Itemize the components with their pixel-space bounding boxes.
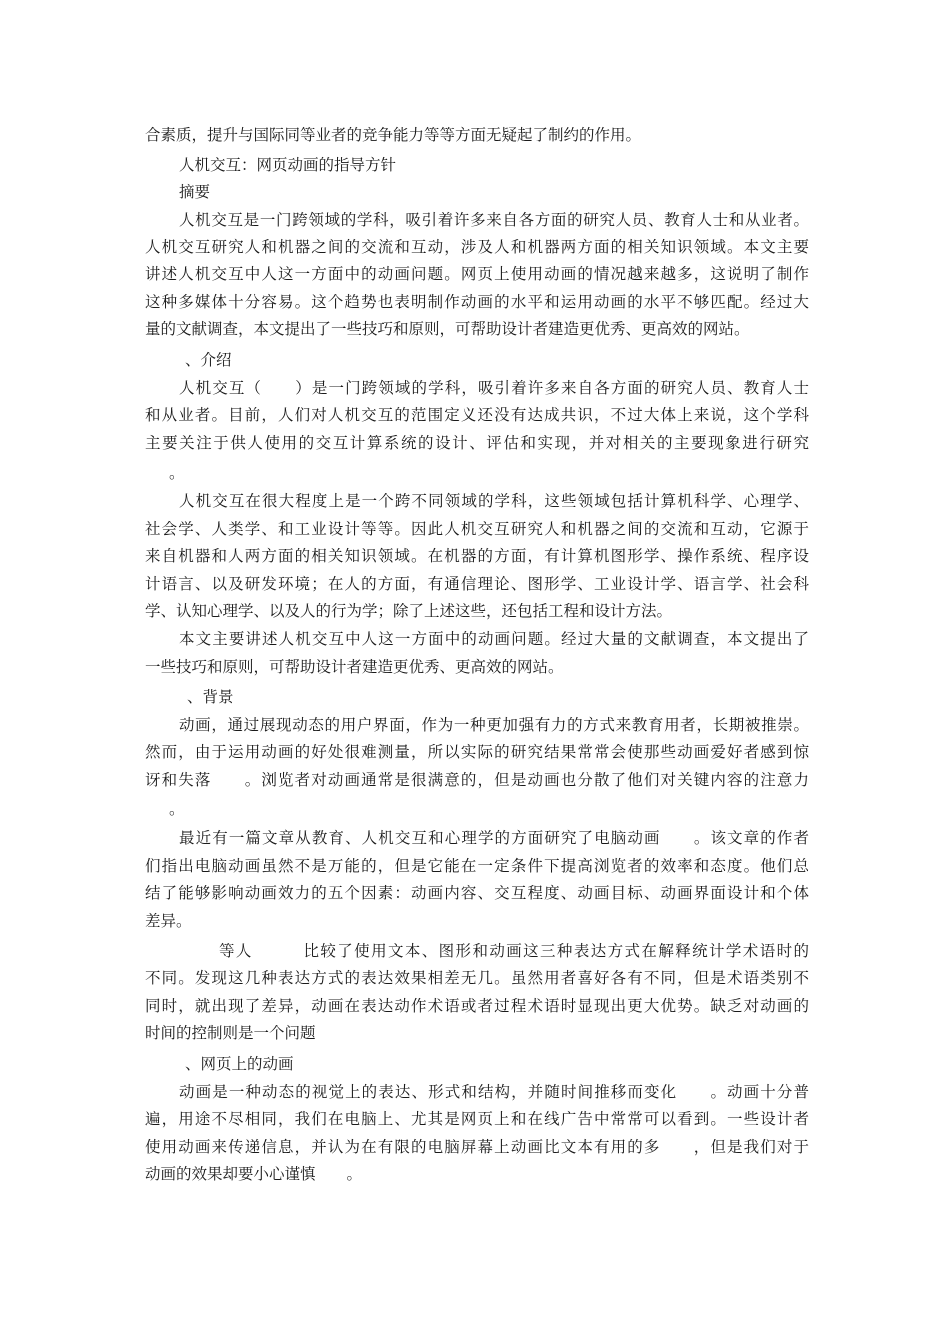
text-line: 社会学、人类学、和工业设计等等。因此人机交互研究人和机器之间的交流和互动，它源于 bbox=[145, 520, 809, 538]
text-line: 和从业者。目前，人们对人机交互的范围定义还没有达成共识，不过大体上来说，这个学科 bbox=[145, 406, 809, 424]
text-line: 本文主要讲述人机交互中人这一方面中的动画问题。经过大量的文献调查，本文提出了 bbox=[179, 630, 809, 648]
text-line: 合素质，提升与国际同等业者的竞争能力等等方面无疑起了制约的作用。 bbox=[145, 126, 642, 144]
text-line: 这种多媒体十分容易。这个趋势也表明制作动画的水平和运用动画的水平不够匹配。经过大 bbox=[145, 293, 809, 311]
text-line: 计语言、以及研发环境；在人的方面，有通信理论、图形学、工业设计学、语言学、社会科 bbox=[145, 575, 809, 593]
text-line: 。 bbox=[169, 800, 185, 818]
text-line: 动画是一种动态的视觉上的表达、形式和结构，并随时间推移而变化 。动画十分普 bbox=[179, 1083, 809, 1101]
text-line: 来自机器和人两方面的相关知识领域。在机器的方面，有计算机图形学、操作系统、程序设 bbox=[145, 547, 809, 565]
text-line: 人机交互在很大程度上是一个跨不同领域的学科，这些领域包括计算机科学、心理学、 bbox=[179, 492, 809, 510]
text-line: 最近有一篇文章从教育、人机交互和心理学的方面研究了电脑动画 。该文章的作者 bbox=[179, 829, 809, 847]
text-line: 一些技巧和原则，可帮助设计者建造更优秀、更高效的网站。 bbox=[145, 658, 564, 676]
heading-web-animation: 、网页上的动画 bbox=[185, 1055, 294, 1073]
text-line: 人机交互是一门跨领域的学科，吸引着许多来自各方面的研究人员、教育人士和从业者。 bbox=[179, 211, 809, 229]
heading-intro: 、介绍 bbox=[185, 351, 232, 369]
text-line: 等人 比较了使用文本、图形和动画这三种表达方式在解释统计学术语时的 bbox=[219, 942, 809, 960]
text-line: 动画，通过展现动态的用户界面，作为一种更加强有力的方式来教育用者，长期被推崇。 bbox=[179, 716, 809, 734]
text-line: 动画的效果却要小心谨慎 。 bbox=[145, 1165, 363, 1183]
text-line: 们指出电脑动画虽然不是万能的，但是它能在一定条件下提高浏览者的效率和态度。他们总 bbox=[145, 857, 809, 875]
text-line: 遍，用途不尽相同，我们在电脑上、尤其是网页上和在线广告中常常可以看到。一些设计者 bbox=[145, 1110, 809, 1128]
text-line: 差异。 bbox=[145, 912, 192, 930]
text-line: 主要关注于供人使用的交互计算系统的设计、评估和实现，并对相关的主要现象进行研究 bbox=[145, 434, 809, 452]
text-line: 。 bbox=[169, 464, 185, 482]
text-line: 讲述人机交互中人这一方面中的动画问题。网页上使用动画的情况越来越多，这说明了制作 bbox=[145, 265, 809, 283]
text-line: 时间的控制则是一个问题 bbox=[145, 1024, 316, 1042]
heading-abstract: 摘要 bbox=[179, 183, 211, 201]
text-line: 讶和失落 。浏览者对动画通常是很满意的，但是动画也分散了他们对关键内容的注意力 bbox=[145, 771, 809, 789]
text-line: 使用动画来传递信息，并认为在有限的电脑屏幕上动画比文本有用的多 ，但是我们对于 bbox=[145, 1138, 809, 1156]
text-line: 结了能够影响动画效力的五个因素：动画内容、交互程度、动画目标、动画界面设计和个体 bbox=[145, 884, 809, 902]
text-line: 然而，由于运用动画的好处很难测量，所以实际的研究结果常常会使那些动画爱好者感到惊 bbox=[145, 743, 809, 761]
text-line: 人机交互（ ）是一门跨领域的学科，吸引着许多来自各方面的研究人员、教育人士 bbox=[179, 379, 809, 397]
text-line: 量的文献调查，本文提出了一些技巧和原则，可帮助设计者建造更优秀、更高效的网站。 bbox=[145, 320, 750, 338]
section-title: 人机交互：网页动画的指导方针 bbox=[179, 156, 397, 174]
text-line: 不同。发现这几种表达方式的表达效果相差无几。虽然用者喜好各有不同，但是术语类别不 bbox=[145, 969, 809, 987]
text-line: 学、认知心理学、以及人的行为学；除了上述这些，还包括工程和设计方法。 bbox=[145, 602, 673, 620]
text-line: 同时，就出现了差异，动画在表达动作术语或者过程术语时显现出更大优势。缺乏对动画的 bbox=[145, 997, 809, 1015]
heading-background: 、背景 bbox=[187, 688, 234, 706]
text-line: 人机交互研究人和机器之间的交流和互动，涉及人和机器两方面的相关知识领域。本文主要 bbox=[145, 238, 809, 256]
